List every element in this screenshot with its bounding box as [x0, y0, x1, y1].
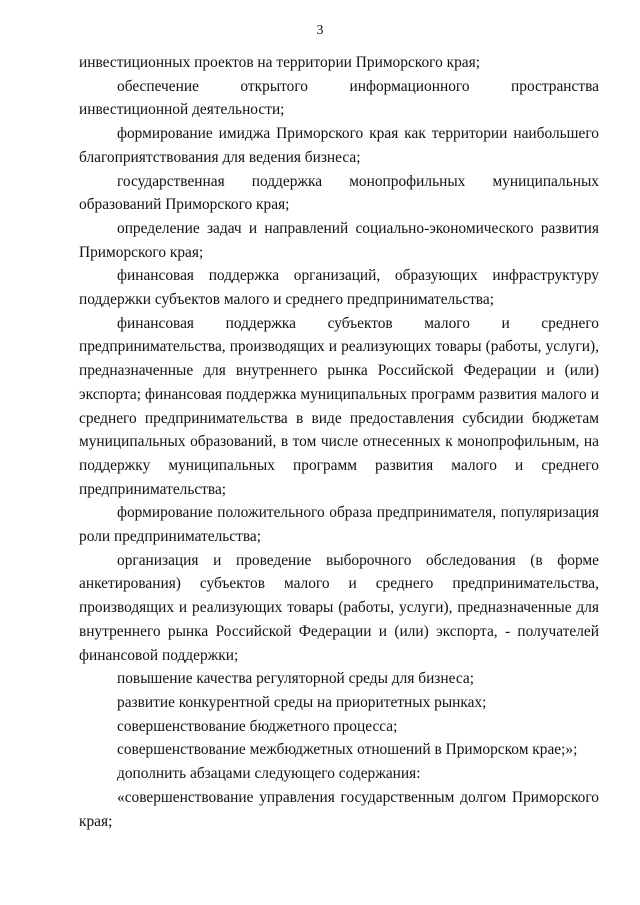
paragraph: совершенствование межбюджетных отношений в Приморском крае;»;: [117, 741, 578, 759]
paragraph-continuation: инвестиционных проектов на территории Приморского края;: [79, 54, 480, 71]
paragraph: развитие конкурентной среды на приоритетных рынках;: [117, 693, 487, 711]
paragraph: формирование имиджа Приморского края как территории наибольшего благоприятствования для ведения бизнеса;: [79, 125, 599, 166]
paragraph: финансовая поддержка субъектов малого и среднего предпринимательства, производящих и реализующих товары (работы, услуги), предназначенные для внутреннего рынка Российской Федерации и (или) экспорта; финансовая поддержка муниципальных программ развития малого и среднего предпринимательства в виде предоставления субсидии бюджетам муниципальных образований, в том числе отнесенных к монопрофильным, на поддержку муниципальных программ развития малого и среднего предпринимательства;: [79, 314, 599, 498]
paragraph: определение задач и направлений социально-экономического развития Приморского края;: [79, 219, 599, 261]
paragraph: формирование положительного образа предпринимателя, популяризация роли предпринимательства;: [79, 504, 599, 546]
paragraph: государственная поддержка монопрофильных муниципальных образований Приморского края;: [79, 172, 599, 214]
paragraph: совершенствование бюджетного процесса;: [117, 717, 398, 735]
paragraph: дополнить абзацами следующего содержания:: [117, 765, 421, 783]
document-body: [79, 51, 599, 833]
paragraph: повышение качества регуляторной среды для бизнеса;: [117, 670, 474, 688]
page-number: 3: [316, 23, 324, 38]
paragraph: организация и проведение выборочного обследования (в форме анкетирования) субъектов малого и среднего предпринимательства, производящих и реализующих товары (работы, услуги), предназначенные для внутреннего рынка Российской Федерации и (или) экспорта, - получателей финансовой поддержки;: [79, 551, 599, 664]
paragraph: «совершенствование управления государственным долгом Приморского края;: [79, 788, 599, 830]
paragraph: финансовая поддержка организаций, образующих инфраструктуру поддержки субъектов малого и среднего предпринимательства;: [79, 267, 599, 309]
paragraph: обеспечение открытого информационного пространства инвестиционной деятельности;: [79, 77, 599, 119]
